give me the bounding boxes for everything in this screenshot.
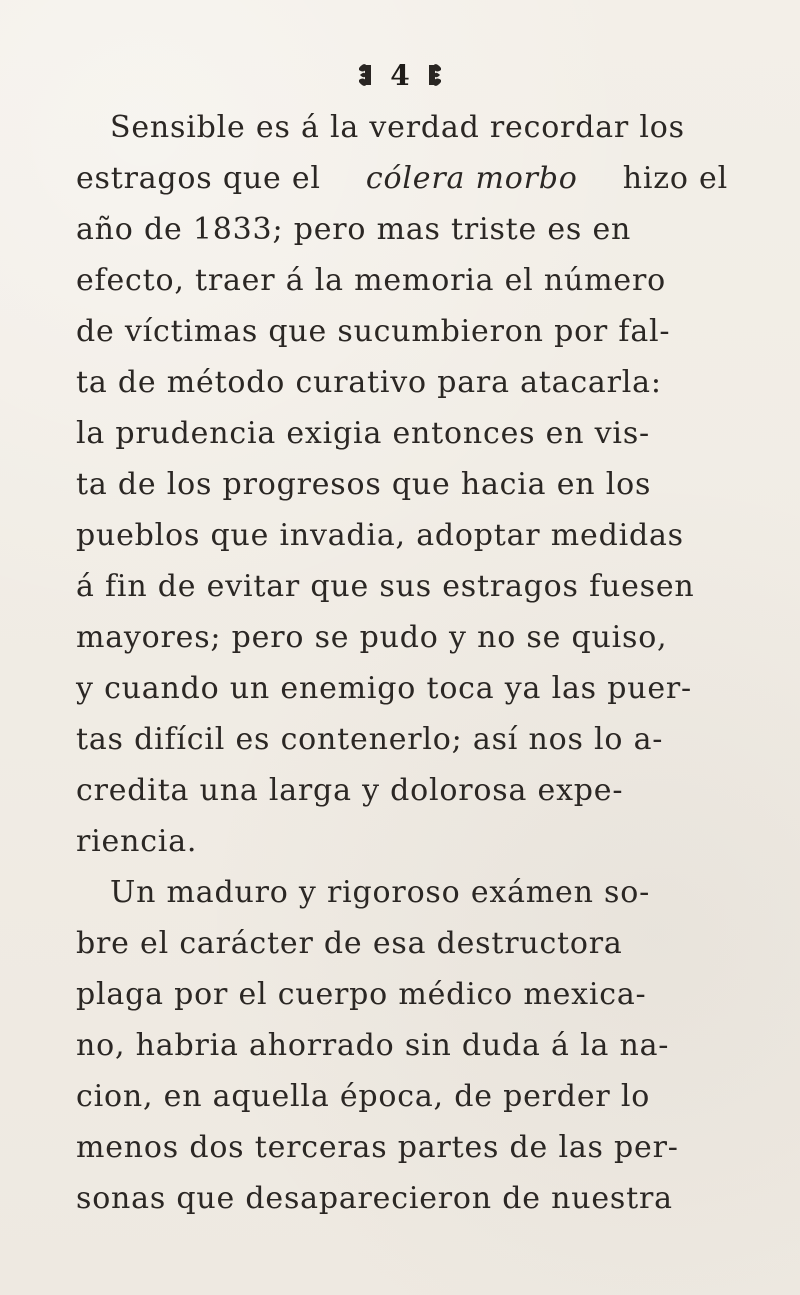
ornament-right-icon bbox=[420, 61, 444, 89]
text-line-2-part-2: hizo el bbox=[622, 161, 728, 196]
text-line-14: credita una larga y dolorosa expe- bbox=[76, 773, 624, 808]
text-line-3: año de 1833; pero mas triste es en bbox=[76, 212, 632, 247]
text-line-1: Sensible es á la verdad recordar los bbox=[110, 110, 685, 145]
text-line-21: menos dos terceras partes de las per- bbox=[76, 1130, 679, 1165]
text-line-11: mayores; pero se pudo y no se quiso, bbox=[76, 620, 668, 655]
text-line-10: á fin de evitar que sus estragos fuesen bbox=[76, 569, 695, 604]
page-number: 4 bbox=[390, 59, 410, 92]
text-line-4: efecto, traer á la memoria el número bbox=[76, 263, 666, 298]
text-line-22: sonas que desaparecieron de nuestra bbox=[76, 1181, 673, 1216]
text-line-6: ta de método curativo para atacarla: bbox=[76, 365, 662, 400]
text-line-17: bre el carácter de esa destructora bbox=[76, 926, 623, 961]
text-line-16: Un maduro y rigoroso exámen so- bbox=[110, 875, 651, 910]
body-text bbox=[76, 102, 728, 1224]
page-header bbox=[0, 50, 800, 100]
ornament-left-icon bbox=[356, 61, 380, 89]
text-line-2-part-1: estragos que el bbox=[76, 161, 321, 196]
text-line-9: pueblos que invadia, adoptar medidas bbox=[76, 518, 684, 553]
text-line-13: tas difícil es contenerlo; así nos lo a- bbox=[76, 722, 664, 757]
text-line-12: y cuando un enemigo toca ya las puer- bbox=[76, 671, 692, 706]
text-line-19: no, habria ahorrado sin duda á la na- bbox=[76, 1028, 670, 1063]
text-line-5: de víctimas que sucumbieron por fal- bbox=[76, 314, 671, 349]
text-line-18: plaga por el cuerpo médico mexica- bbox=[76, 977, 647, 1012]
text-line-8: ta de los progresos que hacia en los bbox=[76, 467, 652, 502]
text-line-2-italic: cólera morbo bbox=[365, 161, 578, 196]
text-line-20: cion, en aquella época, de perder lo bbox=[76, 1079, 651, 1114]
text-line-2 bbox=[76, 153, 728, 204]
text-line-15: riencia. bbox=[76, 824, 198, 859]
text-line-7: la prudencia exigia entonces en vis- bbox=[76, 416, 650, 451]
